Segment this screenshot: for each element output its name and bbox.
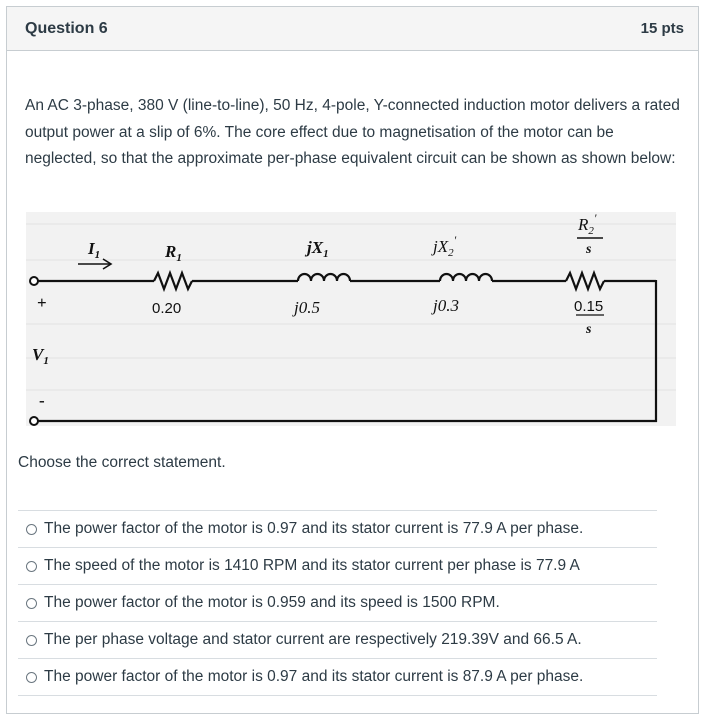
question-prompt: Choose the correct statement. (18, 454, 226, 471)
question-text: An AC 3-phase, 380 V (line-to-line), 50 Hz, 4-pole, Y-connected induction motor delivers a rated output power at a slip of 6%. The core effect due to magnetisation of the motor can be neglected, so that the approximate per-phase equivalent circuit can be shown as shown below: (25, 97, 680, 167)
answer-option[interactable] (18, 547, 657, 584)
equivalent-circuit-diagram (26, 212, 676, 426)
radio-button-icon[interactable] (26, 524, 37, 535)
r2-value-denominator: s (586, 322, 592, 337)
answer-option[interactable] (18, 621, 657, 658)
x2-label: $jX_2'$ (433, 233, 457, 259)
r2-denominator: s (586, 242, 592, 257)
answer-option[interactable] (18, 658, 657, 696)
x1-label: $jX_1$ (307, 238, 329, 260)
plus-sign: + (37, 293, 47, 312)
current-label: $I_1$ (88, 239, 101, 261)
radio-button-icon[interactable] (26, 598, 37, 609)
x1-value: j0.5 (294, 298, 320, 317)
radio-button-icon[interactable] (26, 561, 37, 572)
x2-value: j0.3 (433, 296, 459, 315)
question-title: Question 6 (25, 19, 108, 37)
question-header (7, 7, 698, 51)
answer-label: The speed of the motor is 1410 RPM and its stator current per phase is 77.9 A (44, 557, 580, 574)
radio-button-icon[interactable] (26, 635, 37, 646)
answer-option[interactable] (18, 510, 657, 547)
question-points: 15 pts (640, 20, 684, 37)
r2-numerator: $R_2'$ (578, 212, 597, 237)
answer-option[interactable] (18, 584, 657, 621)
answer-label: The power factor of the motor is 0.97 and its stator current is 77.9 A per phase. (44, 520, 584, 537)
terminal-bottom (30, 417, 38, 425)
question-body (7, 93, 698, 173)
r1-value: 0.20 (152, 300, 182, 317)
answer-label: The power factor of the motor is 0.97 and its stator current is 87.9 A per phase. (44, 668, 584, 685)
v1-label: $V_1$ (32, 345, 49, 367)
r2-value: 0.15 (574, 298, 604, 315)
radio-button-icon[interactable] (26, 672, 37, 683)
answer-label: The power factor of the motor is 0.959 and its speed is 1500 RPM. (44, 594, 500, 611)
terminal-top (30, 277, 38, 285)
r1-label: $R_1$ (165, 242, 182, 264)
answer-list (18, 510, 657, 696)
answer-label: The per phase voltage and stator current are respectively 219.39V and 66.5 A. (44, 631, 582, 648)
minus-sign: - (39, 391, 45, 410)
